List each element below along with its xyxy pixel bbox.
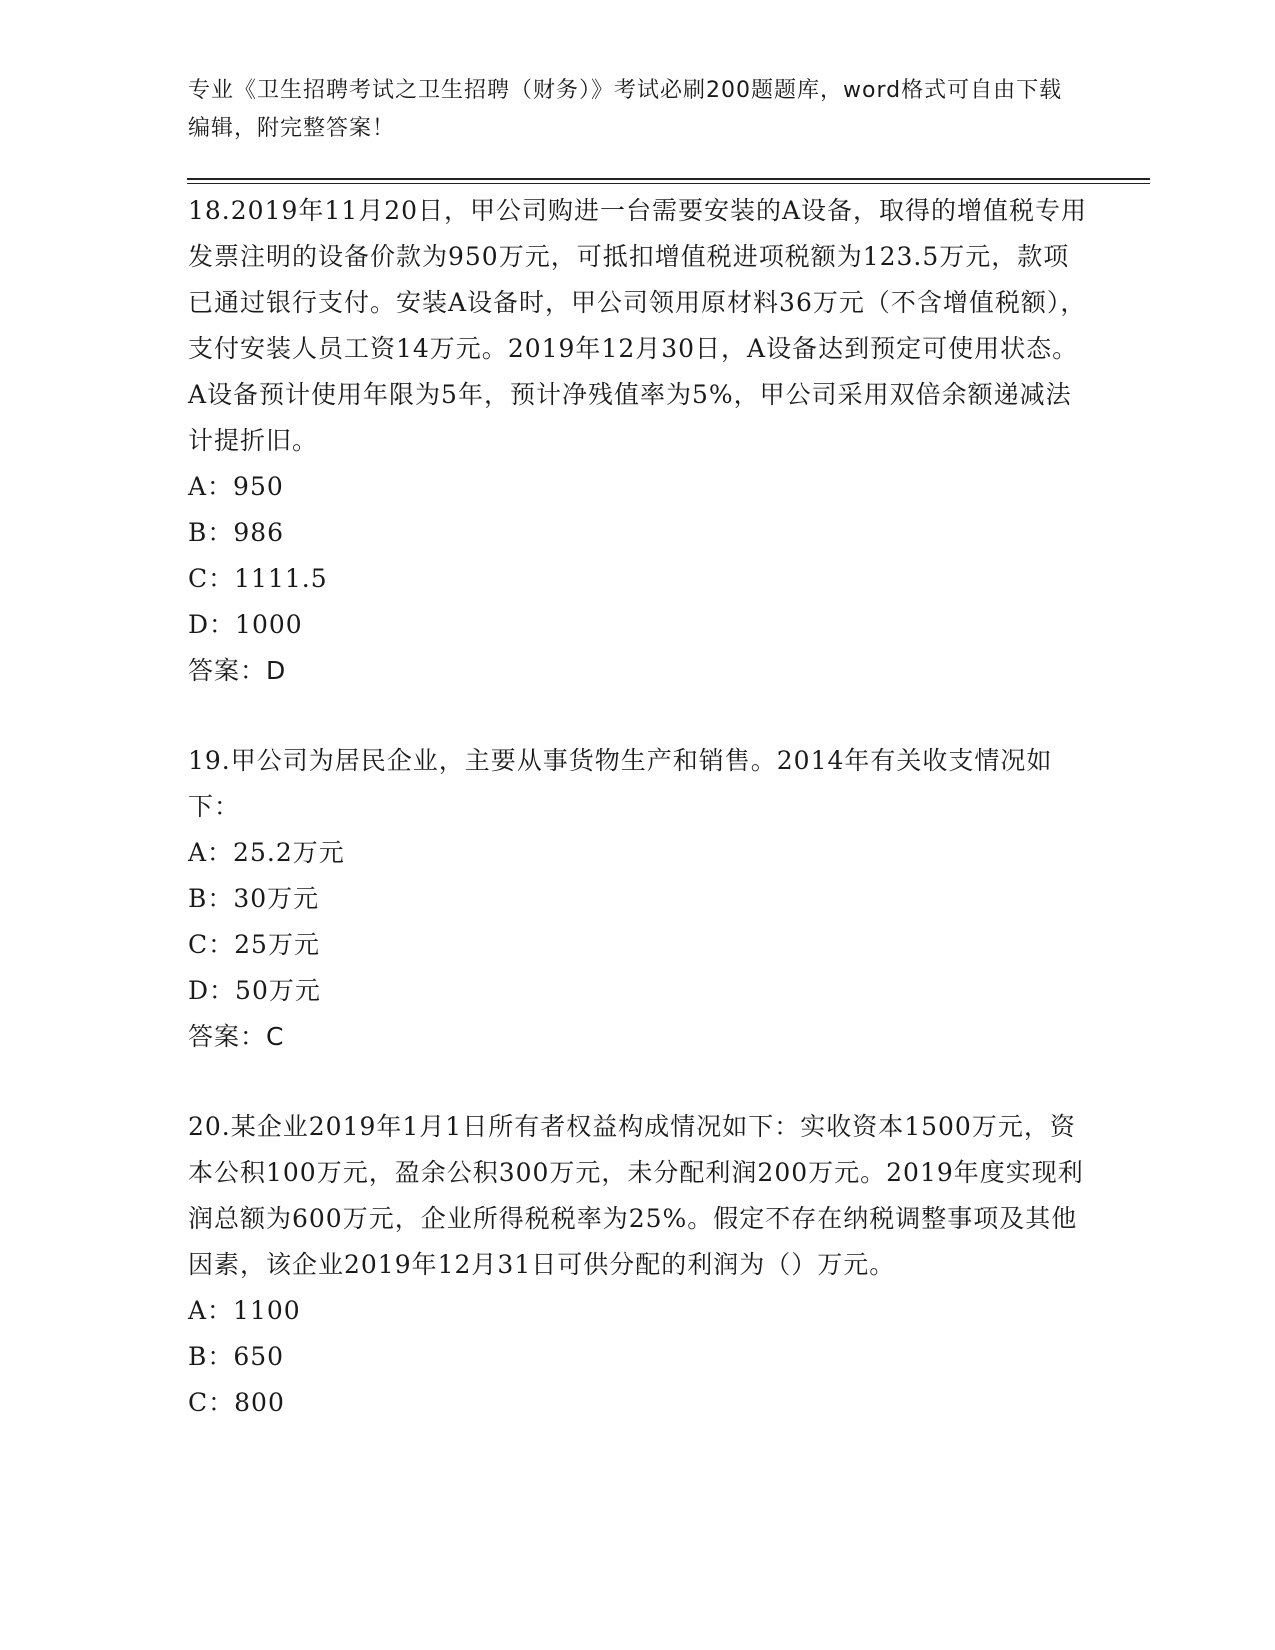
answer-line: 答案：D xyxy=(188,656,287,685)
question-stem: 20.某企业2019年1月1日所有者权益构成情况如下：实收资本1500万元，资本公积100万元，盈余公积300万元，未分配利润200万元。2019年度实现利润总额为600万元，企业所得税税率为25%。假定不存在纳税调整事项及其他因素，该企业2019年12月31日可供分配的利润为（）万元。 xyxy=(188,1112,1084,1279)
option-d: D：1000 xyxy=(188,610,303,639)
option-b: B：30万元 xyxy=(188,884,320,913)
option-d: D：50万元 xyxy=(188,976,321,1005)
question-19 xyxy=(188,738,1088,1060)
question-gap xyxy=(188,1060,1088,1104)
option-a: A：25.2万元 xyxy=(188,838,345,867)
document-header: 专业《卫生招聘考试之卫生招聘（财务）》考试必刷200题题库，word格式可自由下载编辑，附完整答案！ xyxy=(188,78,1063,141)
answer-line: 答案：C xyxy=(188,1022,285,1051)
question-18 xyxy=(188,188,1088,694)
question-stem: 19.甲公司为居民企业，主要从事货物生产和销售。2014年有关收支情况如下： xyxy=(188,746,1053,821)
question-20 xyxy=(188,1104,1088,1426)
option-c: C：25万元 xyxy=(188,930,320,959)
header-divider xyxy=(187,178,1150,180)
option-c: C：800 xyxy=(188,1388,285,1417)
option-b: B：986 xyxy=(188,518,285,547)
option-c: C：1111.5 xyxy=(188,564,328,593)
question-gap xyxy=(188,694,1088,738)
option-a: A：950 xyxy=(188,472,284,501)
header-divider-thin xyxy=(187,183,1150,184)
option-b: B：650 xyxy=(188,1342,285,1371)
option-a: A：1100 xyxy=(188,1296,301,1325)
question-stem: 18.2019年11月20日，甲公司购进一台需要安装的A设备，取得的增值税专用发票注明的设备价款为950万元，可抵扣增值税进项税额为123.5万元，款项已通过银行支付。安装A设备时，甲公司领用原材料36万元（不含增值税额），支付安装人员工资14万元。2019年12月30日，A设备达到预定可使用状态。A设备预计使用年限为5年，预计净残值率为5%，甲公司采用双倍余额递减法计提折旧。 xyxy=(188,196,1088,455)
question-list xyxy=(188,188,1088,1426)
